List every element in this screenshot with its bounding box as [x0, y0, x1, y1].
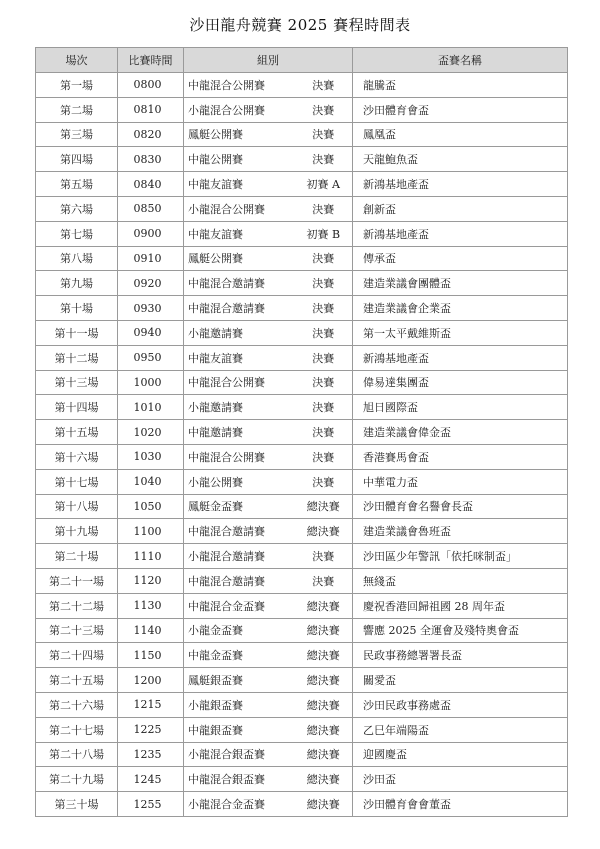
cup-name-cell: 建造業議會企業盃: [353, 296, 568, 321]
cup-name-cell: 傳承盃: [353, 246, 568, 271]
match-number-cell: 第十七場: [36, 469, 118, 494]
time-cell: 0900: [118, 221, 184, 246]
match-number-cell: 第十九場: [36, 519, 118, 544]
time-cell: 0840: [118, 172, 184, 197]
stage-cell: 決賽: [295, 395, 353, 420]
group-cell: 小龍混合銀盃賽: [184, 742, 295, 767]
table-row: [36, 444, 568, 469]
stage-cell: 決賽: [295, 345, 353, 370]
table-row: [36, 147, 568, 172]
time-cell: 0800: [118, 73, 184, 98]
match-number-cell: 第十三場: [36, 370, 118, 395]
time-cell: 1200: [118, 668, 184, 693]
cup-name-cell: 建造業議會團體盃: [353, 271, 568, 296]
table-row: [36, 271, 568, 296]
time-cell: 1110: [118, 544, 184, 569]
time-cell: 1040: [118, 469, 184, 494]
match-number-cell: 第五場: [36, 172, 118, 197]
header-row: [36, 48, 568, 73]
stage-cell: 決賽: [295, 320, 353, 345]
time-cell: 1245: [118, 767, 184, 792]
time-cell: 0910: [118, 246, 184, 271]
match-number-cell: 第十一場: [36, 320, 118, 345]
stage-cell: 初賽 B: [295, 221, 353, 246]
stage-cell: 總決賽: [295, 717, 353, 742]
stage-cell: 總決賽: [295, 494, 353, 519]
match-number-cell: 第二十八場: [36, 742, 118, 767]
group-cell: 中龍混合銀盃賽: [184, 767, 295, 792]
time-cell: 1010: [118, 395, 184, 420]
table-row: [36, 568, 568, 593]
group-cell: 鳳艇公開賽: [184, 246, 295, 271]
time-cell: 0920: [118, 271, 184, 296]
cup-name-cell: 中華電力盃: [353, 469, 568, 494]
match-number-cell: 第九場: [36, 271, 118, 296]
schedule-table: [35, 47, 568, 817]
group-cell: 鳳艇銀盃賽: [184, 668, 295, 693]
table-row: [36, 221, 568, 246]
group-cell: 小龍混合金盃賽: [184, 792, 295, 817]
group-cell: 中龍混合邀請賽: [184, 519, 295, 544]
match-number-cell: 第二場: [36, 97, 118, 122]
group-cell: 中龍混合公開賽: [184, 370, 295, 395]
stage-cell: 總決賽: [295, 519, 353, 544]
header-group: 組別: [184, 48, 353, 73]
stage-cell: 總決賽: [295, 618, 353, 643]
table-row: [36, 469, 568, 494]
group-cell: 中龍友誼賽: [184, 345, 295, 370]
cup-name-cell: 乙巳年端陽盃: [353, 717, 568, 742]
page-title: 沙田龍舟競賽 2025 賽程時間表: [189, 16, 411, 34]
match-number-cell: 第六場: [36, 196, 118, 221]
match-number-cell: 第一場: [36, 73, 118, 98]
match-number-cell: 第二十五場: [36, 668, 118, 693]
group-cell: 中龍邀請賽: [184, 420, 295, 445]
group-cell: 小龍公開賽: [184, 469, 295, 494]
group-cell: 小龍銀盃賽: [184, 692, 295, 717]
time-cell: 0850: [118, 196, 184, 221]
time-cell: 1130: [118, 593, 184, 618]
table-row: [36, 196, 568, 221]
stage-cell: 決賽: [295, 444, 353, 469]
match-number-cell: 第十四場: [36, 395, 118, 420]
time-cell: 1120: [118, 568, 184, 593]
table-row: [36, 618, 568, 643]
cup-name-cell: 沙田區少年警訊「依托咪制盃」: [353, 544, 568, 569]
table-row: [36, 692, 568, 717]
table-row: [36, 519, 568, 544]
time-cell: 0930: [118, 296, 184, 321]
stage-cell: 總決賽: [295, 767, 353, 792]
cup-name-cell: 第一太平戴維斯盃: [353, 320, 568, 345]
group-cell: 中龍混合公開賽: [184, 73, 295, 98]
time-cell: 0810: [118, 97, 184, 122]
cup-name-cell: 沙田盃: [353, 767, 568, 792]
cup-name-cell: 建造業議會魯班盃: [353, 519, 568, 544]
cup-name-cell: 沙田民政事務處盃: [353, 692, 568, 717]
table-row: [36, 792, 568, 817]
table-row: [36, 767, 568, 792]
time-cell: 1225: [118, 717, 184, 742]
time-cell: 1215: [118, 692, 184, 717]
time-cell: 1030: [118, 444, 184, 469]
table-row: [36, 97, 568, 122]
time-cell: 1020: [118, 420, 184, 445]
time-cell: 1050: [118, 494, 184, 519]
cup-name-cell: 旭日國際盃: [353, 395, 568, 420]
table-row: [36, 420, 568, 445]
group-cell: 小龍邀請賽: [184, 320, 295, 345]
time-cell: 0950: [118, 345, 184, 370]
table-row: [36, 172, 568, 197]
group-cell: 中龍金盃賽: [184, 643, 295, 668]
table-row: [36, 742, 568, 767]
cup-name-cell: 天龍鮑魚盃: [353, 147, 568, 172]
group-cell: 中龍友誼賽: [184, 221, 295, 246]
table-row: [36, 122, 568, 147]
stage-cell: 總決賽: [295, 593, 353, 618]
cup-name-cell: 新鴻基地產盃: [353, 221, 568, 246]
stage-cell: 決賽: [295, 544, 353, 569]
table-row: [36, 370, 568, 395]
header-cup: 盃賽名稱: [353, 48, 568, 73]
match-number-cell: 第二十四場: [36, 643, 118, 668]
stage-cell: 決賽: [295, 73, 353, 98]
group-cell: 中龍混合金盃賽: [184, 593, 295, 618]
match-number-cell: 第十二場: [36, 345, 118, 370]
group-cell: 鳳艇金盃賽: [184, 494, 295, 519]
group-cell: 小龍混合邀請賽: [184, 544, 295, 569]
stage-cell: 決賽: [295, 271, 353, 296]
time-cell: 1235: [118, 742, 184, 767]
cup-name-cell: 慶祝香港回歸祖國 28 周年盃: [353, 593, 568, 618]
group-cell: 中龍混合邀請賽: [184, 296, 295, 321]
match-number-cell: 第十六場: [36, 444, 118, 469]
match-number-cell: 第八場: [36, 246, 118, 271]
table-row: [36, 296, 568, 321]
group-cell: 中龍混合邀請賽: [184, 271, 295, 296]
match-number-cell: 第十五場: [36, 420, 118, 445]
group-cell: 中龍混合公開賽: [184, 444, 295, 469]
table-row: [36, 395, 568, 420]
table-row: [36, 345, 568, 370]
table-row: [36, 643, 568, 668]
time-cell: 1150: [118, 643, 184, 668]
stage-cell: 總決賽: [295, 742, 353, 767]
stage-cell: 決賽: [295, 122, 353, 147]
match-number-cell: 第二十一場: [36, 568, 118, 593]
header-match-no: 場次: [36, 48, 118, 73]
match-number-cell: 第四場: [36, 147, 118, 172]
stage-cell: 決賽: [295, 469, 353, 494]
group-cell: 中龍公開賽: [184, 147, 295, 172]
stage-cell: 決賽: [295, 147, 353, 172]
group-cell: 中龍混合邀請賽: [184, 568, 295, 593]
match-number-cell: 第二十場: [36, 544, 118, 569]
group-cell: 鳳艇公開賽: [184, 122, 295, 147]
stage-cell: 初賽 A: [295, 172, 353, 197]
cup-name-cell: 偉易達集團盃: [353, 370, 568, 395]
match-number-cell: 第二十六場: [36, 692, 118, 717]
table-header: [36, 48, 568, 73]
table-row: [36, 320, 568, 345]
table-row: [36, 494, 568, 519]
match-number-cell: 第十場: [36, 296, 118, 321]
match-number-cell: 第三場: [36, 122, 118, 147]
match-number-cell: 第二十三場: [36, 618, 118, 643]
table-row: [36, 246, 568, 271]
group-cell: 中龍銀盃賽: [184, 717, 295, 742]
cup-name-cell: 沙田體育會名譽會長盃: [353, 494, 568, 519]
match-number-cell: 第二十九場: [36, 767, 118, 792]
cup-name-cell: 關愛盃: [353, 668, 568, 693]
stage-cell: 決賽: [295, 296, 353, 321]
match-number-cell: 第二十七場: [36, 717, 118, 742]
group-cell: 小龍金盃賽: [184, 618, 295, 643]
table-row: [36, 668, 568, 693]
stage-cell: 決賽: [295, 246, 353, 271]
time-cell: 0940: [118, 320, 184, 345]
stage-cell: 決賽: [295, 97, 353, 122]
cup-name-cell: 新鴻基地產盃: [353, 345, 568, 370]
match-number-cell: 第七場: [36, 221, 118, 246]
stage-cell: 決賽: [295, 370, 353, 395]
group-cell: 小龍混合公開賽: [184, 196, 295, 221]
cup-name-cell: 響應 2025 全運會及殘特奧會盃: [353, 618, 568, 643]
time-cell: 0820: [118, 122, 184, 147]
match-number-cell: 第三十場: [36, 792, 118, 817]
stage-cell: 決賽: [295, 568, 353, 593]
cup-name-cell: 無綫盃: [353, 568, 568, 593]
table-row: [36, 544, 568, 569]
table-row: [36, 73, 568, 98]
stage-cell: 決賽: [295, 420, 353, 445]
cup-name-cell: 迎國慶盃: [353, 742, 568, 767]
cup-name-cell: 創新盃: [353, 196, 568, 221]
stage-cell: 總決賽: [295, 668, 353, 693]
time-cell: 0830: [118, 147, 184, 172]
table-row: [36, 593, 568, 618]
time-cell: 1255: [118, 792, 184, 817]
match-number-cell: 第十八場: [36, 494, 118, 519]
group-cell: 小龍邀請賽: [184, 395, 295, 420]
stage-cell: 決賽: [295, 196, 353, 221]
group-cell: 小龍混合公開賽: [184, 97, 295, 122]
time-cell: 1100: [118, 519, 184, 544]
match-number-cell: 第二十二場: [36, 593, 118, 618]
cup-name-cell: 新鴻基地產盃: [353, 172, 568, 197]
cup-name-cell: 建造業議會偉金盃: [353, 420, 568, 445]
cup-name-cell: 民政事務總署署長盃: [353, 643, 568, 668]
group-cell: 中龍友誼賽: [184, 172, 295, 197]
time-cell: 1140: [118, 618, 184, 643]
stage-cell: 總決賽: [295, 792, 353, 817]
header-time: 比賽時間: [118, 48, 184, 73]
time-cell: 1000: [118, 370, 184, 395]
cup-name-cell: 香港賽馬會盃: [353, 444, 568, 469]
stage-cell: 總決賽: [295, 643, 353, 668]
stage-cell: 總決賽: [295, 692, 353, 717]
table-row: [36, 717, 568, 742]
cup-name-cell: 鳳凰盃: [353, 122, 568, 147]
cup-name-cell: 沙田體育會盃: [353, 97, 568, 122]
table-body: [36, 73, 568, 817]
cup-name-cell: 沙田體育會會董盃: [353, 792, 568, 817]
cup-name-cell: 龍騰盃: [353, 73, 568, 98]
